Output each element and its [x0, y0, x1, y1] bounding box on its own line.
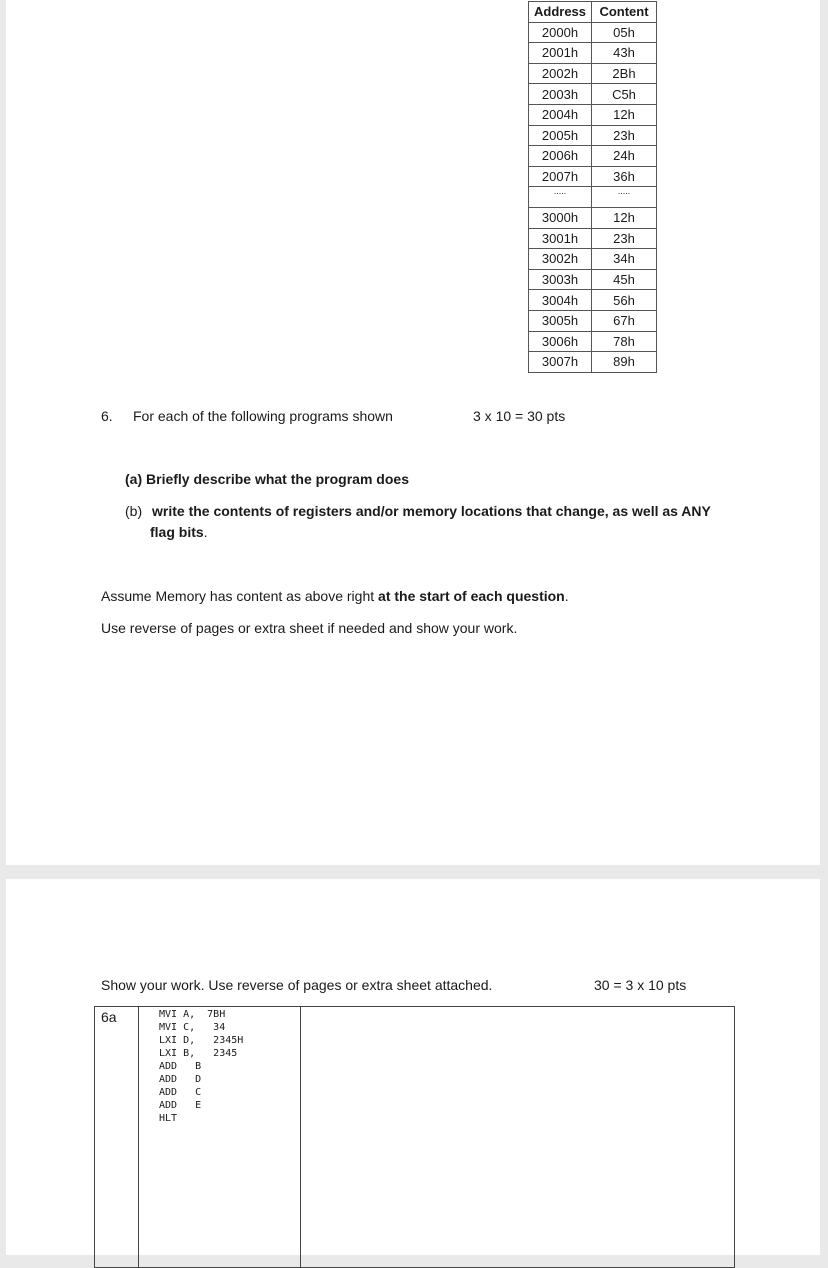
question-points: 3 x 10 = 30 pts [473, 408, 566, 424]
answer-table [94, 1006, 735, 1268]
memory-table-row [529, 84, 657, 105]
memory-table-row [529, 207, 657, 228]
address-cell: 3003h [529, 269, 592, 290]
show-work-note: Show your work. Use reverse of pages or extra sheet attached. [101, 977, 493, 993]
code-line: LXI B, 2345 [159, 1048, 238, 1059]
address-cell: 3002h [529, 249, 592, 270]
part-b [125, 503, 711, 519]
memory-table-header [529, 2, 657, 23]
problem-label: 6a [101, 1009, 117, 1025]
answer-space[interactable] [301, 1007, 735, 1268]
code-line: ADD C [159, 1087, 202, 1098]
code-line: HLT [159, 1113, 178, 1124]
memory-table [528, 1, 657, 373]
code-line: ADD D [159, 1074, 202, 1085]
address-cell: 3005h [529, 310, 592, 331]
content-cell: C5h [592, 84, 657, 105]
question-prompt: For each of the following programs shown [133, 408, 393, 424]
memory-table-row [529, 331, 657, 352]
part-a-text: Briefly describe what the program does [146, 471, 409, 487]
content-cell: 24h [592, 146, 657, 167]
part-b-line2 [150, 524, 208, 540]
memory-table-row [529, 104, 657, 125]
content-cell: 78h [592, 331, 657, 352]
memory-table-row [529, 352, 657, 373]
page-2 [6, 879, 820, 1255]
content-cell: 05h [592, 22, 657, 43]
address-cell: 2000h [529, 22, 592, 43]
code-line: ADD E [159, 1100, 202, 1111]
memory-table-row [529, 146, 657, 167]
part-a [125, 471, 409, 487]
code-line: ADD B [159, 1061, 202, 1072]
memory-table-row [529, 310, 657, 331]
problem-label-cell [95, 1007, 139, 1268]
address-cell: 2001h [529, 43, 592, 64]
memory-table-row [529, 228, 657, 249]
address-cell: 2003h [529, 84, 592, 105]
content-cell: 12h [592, 104, 657, 125]
code-line: MVI C, 34 [159, 1022, 226, 1033]
content-cell: 56h [592, 290, 657, 311]
page-1 [6, 0, 820, 865]
address-cell: ..... [529, 187, 592, 208]
content-cell: 23h [592, 228, 657, 249]
address-cell: 2006h [529, 146, 592, 167]
memory-table-row [529, 43, 657, 64]
content-cell: 34h [592, 249, 657, 270]
memory-table-body [529, 22, 657, 372]
code-line: MVI A, 7BH [159, 1009, 226, 1020]
address-cell: 2004h [529, 104, 592, 125]
address-cell: 3001h [529, 228, 592, 249]
assume-period: . [564, 588, 569, 604]
answer-row [95, 1007, 735, 1268]
code-cell [139, 1007, 301, 1268]
part-b-text-cont: flag bits [150, 524, 204, 540]
memory-table-row [529, 290, 657, 311]
memory-table-row [529, 249, 657, 270]
part-a-label: (a) [125, 471, 143, 487]
assume-text: Assume Memory has content as above right [101, 588, 379, 604]
content-cell: 67h [592, 310, 657, 331]
address-cell: 3006h [529, 331, 592, 352]
question-number: 6. [101, 408, 113, 424]
memory-table-row [529, 63, 657, 84]
address-cell: 2007h [529, 166, 592, 187]
content-cell: 36h [592, 166, 657, 187]
address-cell: 2002h [529, 63, 592, 84]
content-cell: 23h [592, 125, 657, 146]
address-cell: 3004h [529, 290, 592, 311]
part-b-text: write the contents of registers and/or memory locations that change, as well as ANY [152, 503, 711, 519]
address-cell: 3000h [529, 207, 592, 228]
content-cell: 45h [592, 269, 657, 290]
code-line: LXI D, 2345H [159, 1035, 244, 1046]
part-b-label: (b) [125, 503, 143, 519]
page2-points: 30 = 3 x 10 pts [594, 977, 687, 993]
memory-table-row [529, 187, 657, 208]
memory-table-row [529, 166, 657, 187]
address-header: Address [529, 2, 592, 23]
memory-table-row [529, 22, 657, 43]
memory-table-row [529, 125, 657, 146]
content-cell: ..... [592, 187, 657, 208]
part-b-period: . [203, 524, 208, 540]
address-cell: 3007h [529, 352, 592, 373]
content-header: Content [592, 2, 657, 23]
memory-table-row [529, 269, 657, 290]
assembly-code [139, 1007, 300, 1125]
assume-bold: at the start of each question [378, 588, 565, 604]
assume-line [101, 588, 569, 604]
content-cell: 89h [592, 352, 657, 373]
content-cell: 43h [592, 43, 657, 64]
reverse-note: Use reverse of pages or extra sheet if needed and show your work. [101, 620, 518, 636]
content-cell: 2Bh [592, 63, 657, 84]
address-cell: 2005h [529, 125, 592, 146]
content-cell: 12h [592, 207, 657, 228]
